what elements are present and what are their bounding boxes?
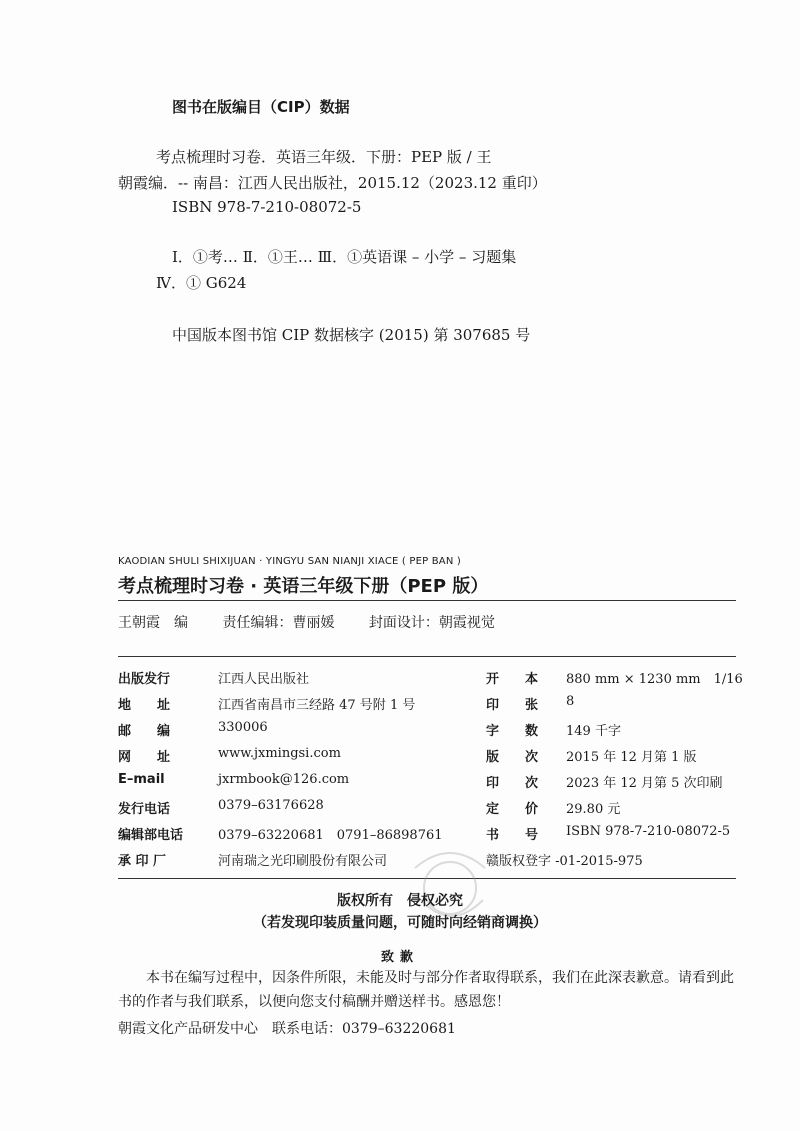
info-label: 字 数 (486, 724, 539, 739)
info-value: 330006 (218, 720, 268, 735)
info-label: 邮 编 (118, 724, 171, 739)
info-value: 2023 年 12 月第 5 次印刷 (566, 776, 723, 791)
cip-subject-1: Ⅰ．①考… Ⅱ．①王… Ⅲ．①英语课 – 小学 – 习题集 (172, 248, 517, 266)
cip-isbn: ISBN 978-7-210-08072-5 (172, 198, 362, 216)
credits-line (118, 612, 525, 632)
info-value: 149 千字 (566, 724, 621, 739)
info-label: 书 号 (486, 828, 539, 843)
book-title: 考点梳理时习卷 · 英语三年级下册（PEP 版） (118, 576, 489, 597)
info-value: www.jxmingsi.com (218, 746, 341, 761)
info-value: 29.80 元 (566, 802, 621, 817)
cover-design-credit: 封面设计：朝霞视觉 (368, 615, 495, 631)
info-label: 印 张 (486, 698, 539, 713)
contact-line: 朝霞文化产品研发中心 联系电话：0379–63220681 (118, 1021, 456, 1037)
info-label: 定 价 (486, 802, 539, 817)
info-label: 编辑部电话 (118, 828, 184, 843)
info-value: 江西人民出版社 (218, 672, 310, 687)
info-value: 0379–63220681 0791–86898761 (218, 828, 443, 843)
cip-line-2: 朝霞编．-- 南昌：江西人民出版社，2015.12（2023.12 重印） (118, 174, 547, 192)
cip-record-number: 中国版本图书馆 CIP 数据核字 (2015) 第 307685 号 (172, 326, 531, 344)
info-label: 发行电话 (118, 802, 171, 817)
info-value: 河南瑞之光印刷股份有限公司 (218, 854, 388, 869)
info-value: 2015 年 12 月第 1 版 (566, 750, 697, 765)
info-label: 地 址 (118, 698, 171, 713)
cip-heading: 图书在版编目（CIP）数据 (172, 98, 350, 116)
title-divider (118, 600, 736, 601)
info-label: 开 本 (486, 672, 539, 687)
copyright-registration: 赣版权登字 -01-2015-975 (486, 854, 643, 869)
info-label: 网 址 (118, 750, 171, 765)
info-value: 江西省南昌市三经路 47 号附 1 号 (218, 698, 416, 713)
info-label: E–mail (118, 772, 165, 787)
cip-line-1: 考点梳理时习卷．英语三年级．下册：PEP 版 / 王 (156, 148, 492, 166)
quality-notice: （若发现印装质量问题，可随时向经销商调换） (253, 915, 547, 931)
info-value: 8 (566, 694, 575, 709)
info-label: 承 印 厂 (118, 854, 167, 869)
cip-subject-2: Ⅳ．① G624 (156, 274, 247, 292)
copyright-notice: 版权所有 侵权必究 (337, 893, 463, 909)
apology-title: 致歉 (380, 950, 419, 965)
info-value: 0379–63176628 (218, 798, 324, 813)
info-label: 版 次 (486, 750, 539, 765)
info-label: 出版发行 (118, 672, 171, 687)
info-divider-top (118, 656, 736, 657)
info-value: ISBN 978-7-210-08072-5 (566, 824, 731, 839)
responsible-editor-credit: 责任编辑：曹丽媛 (222, 615, 335, 631)
apology-body: 本书在编写过程中，因条件所限，未能及时与部分作者取得联系，我们在此深表歉意。请看到此书的作者与我们联系，以便向您支付稿酬并赠送样书。感恩您！ (118, 970, 734, 1010)
info-value: 880 mm × 1230 mm 1/16 (566, 672, 743, 687)
info-value: jxrmbook@126.com (218, 772, 350, 787)
editor-credit: 王朝霞 编 (118, 615, 188, 631)
info-label: 印 次 (486, 776, 539, 791)
book-pinyin-title: KAODIAN SHULI SHIXIJUAN · YINGYU SAN NIANJI XIACE ( PEP BAN ) (118, 556, 461, 567)
